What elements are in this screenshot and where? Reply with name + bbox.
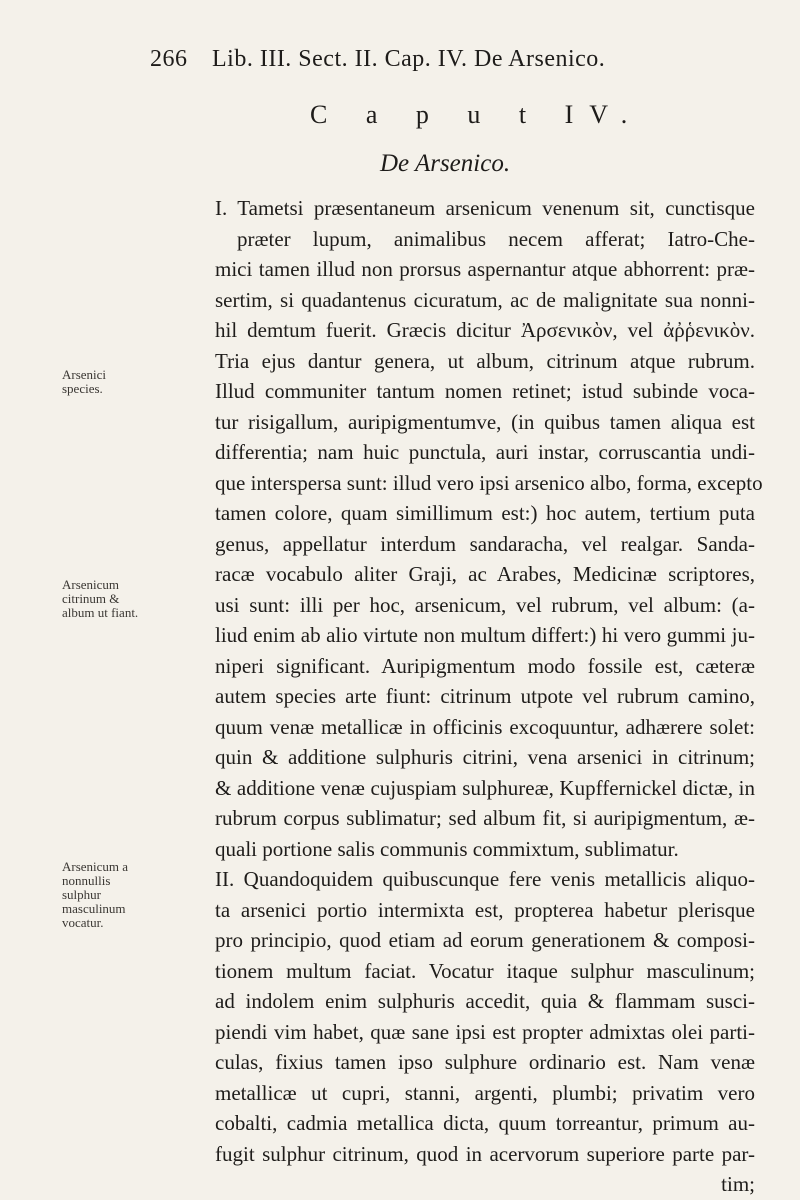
text-line: tur risigallum, auripigmentumve, (in quibus tamen aliqua est <box>215 409 755 434</box>
body-text <box>215 193 763 1200</box>
text-line: I. Tametsi præsentaneum arsenicum venenum sit, cunctisque <box>215 196 755 220</box>
text-line: genus, appellatur interdum sandaracha, vel realgar. Sanda- <box>215 531 755 556</box>
text-line: que interspersa sunt: illud vero ipsi arsenico albo, forma, excepto <box>215 470 763 495</box>
text-line: præter lupum, animalibus necem afferat; Iatro-Che- <box>237 226 755 251</box>
text-line: ad indolem enim sulphuris accedit, quia & flammam susci- <box>215 989 755 1013</box>
text-line: & additione venæ cujuspiam sulphureæ, Kupffernickel dictæ, in <box>215 775 755 800</box>
text-line: ta arsenici portio intermixta est, propterea habetur plerisque <box>215 897 755 922</box>
text-line: usi sunt: illi per hoc, arsenicum, vel rubrum, vel album: (a- <box>215 592 755 617</box>
text-line: niperi significant. Auripigmentum modo fossile est, cæteræ <box>215 653 755 678</box>
chapter-subtitle: De Arsenico. <box>380 150 511 177</box>
text-line: tionem multum faciat. Vocatur itaque sulphur masculinum; <box>215 958 755 983</box>
page-number: 266 <box>150 46 188 72</box>
text-line: piendi vim habet, quæ sane ipsi est propter admixtas olei parti- <box>215 1019 755 1044</box>
text-line: culas, fixius tamen ipso sulphure ordinario est. Nam venæ <box>215 1050 755 1074</box>
running-title: Lib. III. Sect. II. Cap. IV. De Arsenico. <box>212 46 606 72</box>
text-line: rubrum corpus sublimatur; sed album fit, si auripigmentum, æ- <box>215 806 755 830</box>
marginal-note: Arsenicum citrinum & album ut fiant. <box>62 577 139 620</box>
text-line: sertim, si quadantenus cicuratum, ac de malignitate sua nonni- <box>215 287 755 312</box>
text-line: racæ vocabulo aliter Graji, ac Arabes, Medicinæ scriptores, <box>215 562 755 586</box>
text-line: differentia; nam huic punctula, auri instar, corruscantia undi- <box>215 440 755 464</box>
text-line: metallicæ ut cupri, stanni, argenti, plumbi; privatim vero <box>215 1080 755 1105</box>
marginal-note: Arsenicum a nonnullis sulphur masculinum vocatur. <box>62 859 129 930</box>
text-line: hil demtum fuerit. Græcis dicitur Ἀρσενικὸν, vel ἀῤῥενικὸν. <box>215 318 755 342</box>
text-line: Illud communiter tantum nomen retinet; istud subinde voca- <box>215 379 755 403</box>
text-line: autem species arte fiunt: citrinum utpote vel rubrum camino, <box>215 684 755 708</box>
text-line: quin & additione sulphuris citrini, vena arsenici in citrinum; <box>215 745 755 769</box>
chapter-title: C a p u t IV. <box>310 100 644 129</box>
text-line: liud enim ab alio virtute non multum differt:) hi vero gummi ju- <box>215 623 755 647</box>
text-line: fugit sulphur citrinum, quod in acervorum superiore parte par- <box>215 1141 755 1166</box>
text-line: Tria ejus dantur genera, ut album, citrinum atque rubrum. <box>215 348 755 373</box>
text-line: quum venæ metallicæ in officinis excoquuntur, adhærere solet: <box>215 714 755 739</box>
text-line: II. Quandoquidem quibuscunque fere venis metallicis aliquo- <box>215 867 755 891</box>
text-line: cobalti, cadmia metallica dicta, quum torreantur, primum au- <box>215 1111 755 1135</box>
text-line: tamen colore, quam simillimum est:) hoc autem, tertium puta <box>215 501 755 525</box>
text-line: quali portione salis communis commixtum, sublimatur. <box>215 836 679 861</box>
text-line: pro principio, quod etiam ad eorum generationem & composi- <box>215 928 755 952</box>
running-head <box>150 46 690 73</box>
marginal-note: Arsenici species. <box>62 367 107 396</box>
text-line: tim; <box>721 1172 755 1196</box>
text-line: mici tamen illud non prorsus aspernantur atque abhorrent: præ- <box>215 257 755 281</box>
